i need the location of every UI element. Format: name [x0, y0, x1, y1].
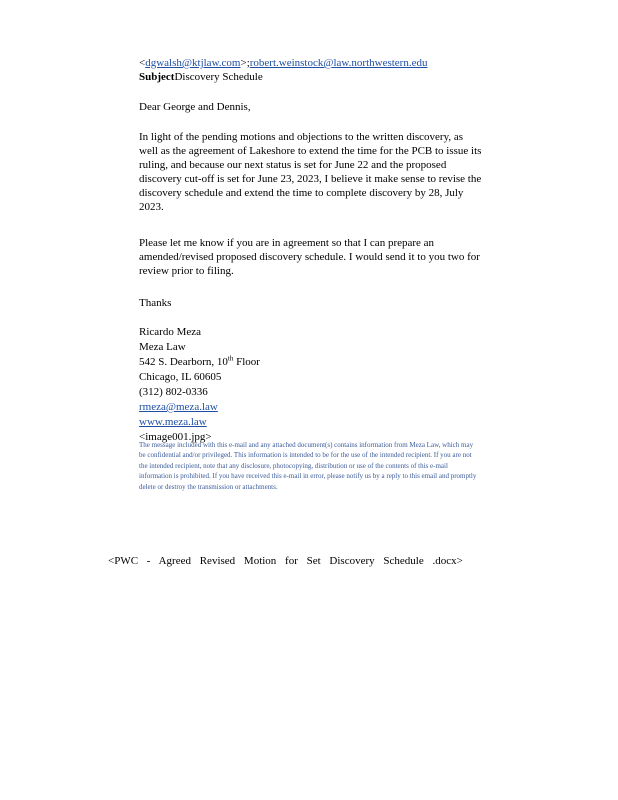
signature-phone: (312) 802-0336: [139, 386, 208, 398]
subject-line: [139, 70, 263, 84]
signature-image-placeholder: <image001.jpg>: [139, 431, 212, 443]
signature-email-link[interactable]: rmeza@meza.law: [139, 401, 218, 413]
signature-city: Chicago, IL 60605: [139, 371, 222, 383]
body-paragraph-1: In light of the pending motions and objections to the written discovery, as well as the agreement of Lakeshore to extend the time for the PCB to issue its ruling, and because our next status is set for June 22 and the proposed discovery cut-off is set for June 23, 2023, I believe it make sense to revise the discovery schedule and extend the time to complete discovery by 28, July 2023.: [139, 131, 482, 213]
recipient-separator: >;: [240, 57, 250, 69]
address-superscript: th: [227, 354, 234, 363]
signature-website-link[interactable]: www.meza.law: [139, 416, 207, 428]
attachment-reference[interactable]: <PWC - Agreed Revised Motion for Set Discovery Schedule .docx>: [108, 555, 463, 567]
to-open-bracket: <: [139, 57, 146, 69]
signature-name: Ricardo Meza: [139, 326, 201, 338]
subject-label: Subject: [139, 71, 175, 83]
recipient-email-link-2[interactable]: robert.weinstock@law.northwestern.edu: [249, 57, 428, 69]
recipients-line: [139, 56, 427, 70]
address-floor: Floor: [233, 356, 260, 368]
body-paragraph-2: Please let me know if you are in agreement so that I can prepare an amended/revised proposed discovery schedule. I would send it to you two for review prior to filing.: [139, 237, 480, 277]
confidentiality-disclaimer: The message included with this e-mail and any attached document(s) contains information from Meza Law, which may be confidential and/or privileged. This information is intended to be for the use of the intended recipient. If you are not the intended recipient, note that any disclosure, photocopying, distribution or use of the contents of this e-mail information is prohibited. If you have received this e-mail in error, please notify us by a reply to this email and promptly delete or destroy the transmission or attachments.: [139, 441, 477, 491]
signature-block: [139, 325, 260, 445]
recipient-email-link-1[interactable]: dgwalsh@ktjlaw.com: [145, 57, 241, 69]
subject-value: Discovery Schedule: [174, 71, 263, 83]
greeting: Dear George and Dennis,: [139, 101, 251, 113]
closing: Thanks: [139, 297, 172, 309]
signature-address: [139, 355, 260, 370]
address-street: 542 S. Dearborn, 10: [139, 356, 228, 368]
signature-firm: Meza Law: [139, 341, 186, 353]
